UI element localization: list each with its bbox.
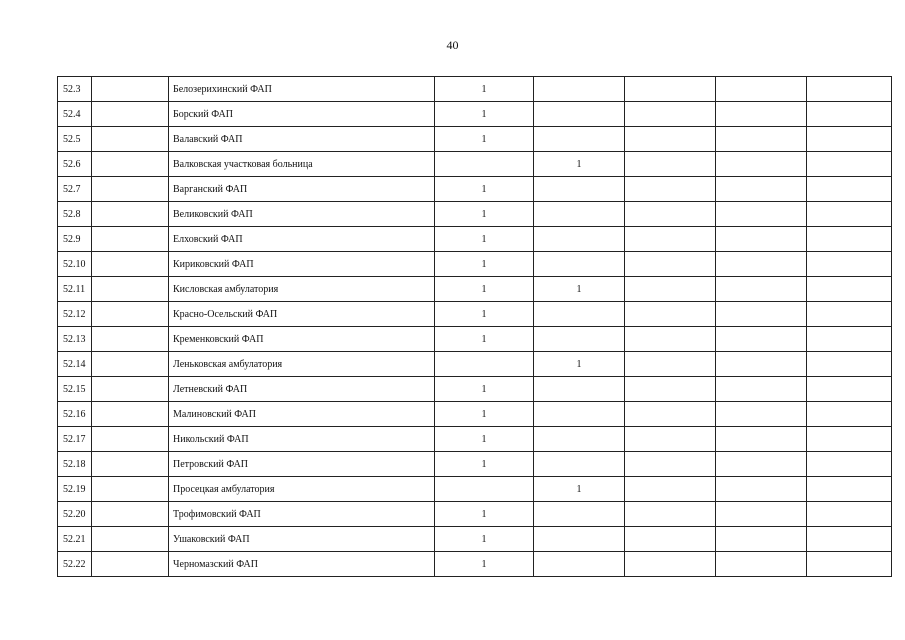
empty-cell [807,152,892,177]
empty-cell [625,352,716,377]
empty-cell [807,252,892,277]
empty-cell [807,352,892,377]
empty-cell [716,527,807,552]
empty-cell [625,302,716,327]
empty-cell [716,277,807,302]
empty-cell [625,377,716,402]
empty-cell [625,452,716,477]
empty-cell [807,327,892,352]
row-number-cell: 52.17 [58,427,92,452]
empty-cell [716,477,807,502]
count-cell-2 [534,527,625,552]
table-row [58,527,892,552]
table-row [58,552,892,577]
empty-cell [92,527,169,552]
table-row [58,427,892,452]
row-number-cell: 52.8 [58,202,92,227]
count-cell-1: 1 [435,177,534,202]
empty-cell [716,352,807,377]
row-number-cell: 52.7 [58,177,92,202]
empty-cell [807,552,892,577]
table-body [58,77,892,577]
facility-name-cell: Малиновский ФАП [169,402,435,427]
count-cell-2 [534,327,625,352]
empty-cell [92,102,169,127]
empty-cell [92,477,169,502]
empty-cell [807,402,892,427]
empty-cell [807,477,892,502]
facility-name-cell: Кременковский ФАП [169,327,435,352]
empty-cell [92,177,169,202]
empty-cell [807,227,892,252]
count-cell-1: 1 [435,527,534,552]
row-number-cell: 52.4 [58,102,92,127]
empty-cell [92,152,169,177]
empty-cell [92,127,169,152]
count-cell-1: 1 [435,202,534,227]
table-row [58,327,892,352]
facility-name-cell: Красно-Осельский ФАП [169,302,435,327]
empty-cell [716,327,807,352]
row-number-cell: 52.13 [58,327,92,352]
table-row [58,402,892,427]
empty-cell [716,252,807,277]
empty-cell [625,177,716,202]
empty-cell [716,552,807,577]
page-number: 40 [446,38,459,52]
table-row [58,477,892,502]
count-cell-2 [534,127,625,152]
facilities-table [57,76,892,577]
table-row [58,277,892,302]
facility-name-cell: Варганский ФАП [169,177,435,202]
count-cell-1: 1 [435,377,534,402]
row-number-cell: 52.18 [58,452,92,477]
count-cell-1: 1 [435,427,534,452]
empty-cell [807,127,892,152]
empty-cell [716,227,807,252]
empty-cell [92,427,169,452]
row-number-cell: 52.11 [58,277,92,302]
count-cell-1: 1 [435,402,534,427]
row-number-cell: 52.6 [58,152,92,177]
count-cell-2 [534,377,625,402]
empty-cell [807,202,892,227]
empty-cell [716,452,807,477]
count-cell-2 [534,502,625,527]
empty-cell [716,202,807,227]
empty-cell [625,327,716,352]
empty-cell [716,102,807,127]
empty-cell [92,202,169,227]
table-row [58,77,892,102]
facility-name-cell: Белозерихинский ФАП [169,77,435,102]
count-cell-2 [534,177,625,202]
empty-cell [625,152,716,177]
facility-name-cell: Борский ФАП [169,102,435,127]
empty-cell [625,127,716,152]
count-cell-2 [534,402,625,427]
table-row [58,202,892,227]
table-row [58,177,892,202]
count-cell-2 [534,427,625,452]
empty-cell [807,277,892,302]
count-cell-2: 1 [534,277,625,302]
count-cell-1 [435,152,534,177]
facility-name-cell: Черномазский ФАП [169,552,435,577]
empty-cell [625,227,716,252]
count-cell-1: 1 [435,277,534,302]
empty-cell [92,452,169,477]
count-cell-2 [534,77,625,102]
empty-cell [92,377,169,402]
table-row [58,127,892,152]
row-number-cell: 52.9 [58,227,92,252]
facility-name-cell: Никольский ФАП [169,427,435,452]
table-row [58,502,892,527]
table-row [58,452,892,477]
count-cell-1 [435,352,534,377]
table-row [58,102,892,127]
empty-cell [807,452,892,477]
facility-name-cell: Кириковский ФАП [169,252,435,277]
count-cell-2 [534,202,625,227]
table-row [58,352,892,377]
facility-name-cell: Просецкая амбулатория [169,477,435,502]
facility-name-cell: Трофимовский ФАП [169,502,435,527]
count-cell-1: 1 [435,327,534,352]
empty-cell [716,502,807,527]
empty-cell [625,427,716,452]
count-cell-2 [534,452,625,477]
row-number-cell: 52.20 [58,502,92,527]
empty-cell [807,77,892,102]
empty-cell [716,127,807,152]
row-number-cell: 52.10 [58,252,92,277]
facility-name-cell: Ушаковский ФАП [169,527,435,552]
empty-cell [625,252,716,277]
count-cell-2 [534,252,625,277]
facility-name-cell: Великовский ФАП [169,202,435,227]
empty-cell [625,77,716,102]
empty-cell [807,302,892,327]
empty-cell [625,102,716,127]
count-cell-1: 1 [435,252,534,277]
count-cell-1: 1 [435,502,534,527]
count-cell-1: 1 [435,77,534,102]
empty-cell [92,302,169,327]
empty-cell [92,227,169,252]
empty-cell [716,302,807,327]
empty-cell [92,77,169,102]
count-cell-1: 1 [435,227,534,252]
count-cell-2 [534,102,625,127]
empty-cell [807,377,892,402]
empty-cell [807,527,892,552]
row-number-cell: 52.12 [58,302,92,327]
count-cell-2: 1 [534,477,625,502]
empty-cell [625,402,716,427]
facility-name-cell: Елховский ФАП [169,227,435,252]
facility-name-cell: Летневский ФАП [169,377,435,402]
empty-cell [92,277,169,302]
empty-cell [716,77,807,102]
count-cell-1: 1 [435,302,534,327]
row-number-cell: 52.16 [58,402,92,427]
empty-cell [92,552,169,577]
table-row [58,152,892,177]
empty-cell [625,502,716,527]
count-cell-1: 1 [435,127,534,152]
row-number-cell: 52.19 [58,477,92,502]
count-cell-2: 1 [534,352,625,377]
empty-cell [92,352,169,377]
table-row [58,377,892,402]
empty-cell [625,552,716,577]
facility-name-cell: Леньковская амбулатория [169,352,435,377]
empty-cell [807,427,892,452]
facility-name-cell: Валавский ФАП [169,127,435,152]
empty-cell [92,252,169,277]
count-cell-1 [435,477,534,502]
row-number-cell: 52.21 [58,527,92,552]
table-row [58,227,892,252]
empty-cell [92,402,169,427]
empty-cell [807,502,892,527]
empty-cell [625,527,716,552]
count-cell-1: 1 [435,552,534,577]
facility-name-cell: Валковская участковая больница [169,152,435,177]
empty-cell [716,152,807,177]
table-row [58,302,892,327]
empty-cell [716,427,807,452]
empty-cell [92,502,169,527]
count-cell-1: 1 [435,102,534,127]
row-number-cell: 52.3 [58,77,92,102]
facility-name-cell: Кисловская амбулатория [169,277,435,302]
facility-name-cell: Петровский ФАП [169,452,435,477]
empty-cell [625,277,716,302]
row-number-cell: 52.5 [58,127,92,152]
empty-cell [716,377,807,402]
empty-cell [92,327,169,352]
empty-cell [807,177,892,202]
table-row [58,252,892,277]
count-cell-2 [534,227,625,252]
row-number-cell: 52.15 [58,377,92,402]
empty-cell [716,177,807,202]
count-cell-1: 1 [435,452,534,477]
row-number-cell: 52.22 [58,552,92,577]
count-cell-2 [534,552,625,577]
count-cell-2 [534,302,625,327]
empty-cell [807,102,892,127]
count-cell-2: 1 [534,152,625,177]
empty-cell [625,477,716,502]
row-number-cell: 52.14 [58,352,92,377]
empty-cell [625,202,716,227]
empty-cell [716,402,807,427]
